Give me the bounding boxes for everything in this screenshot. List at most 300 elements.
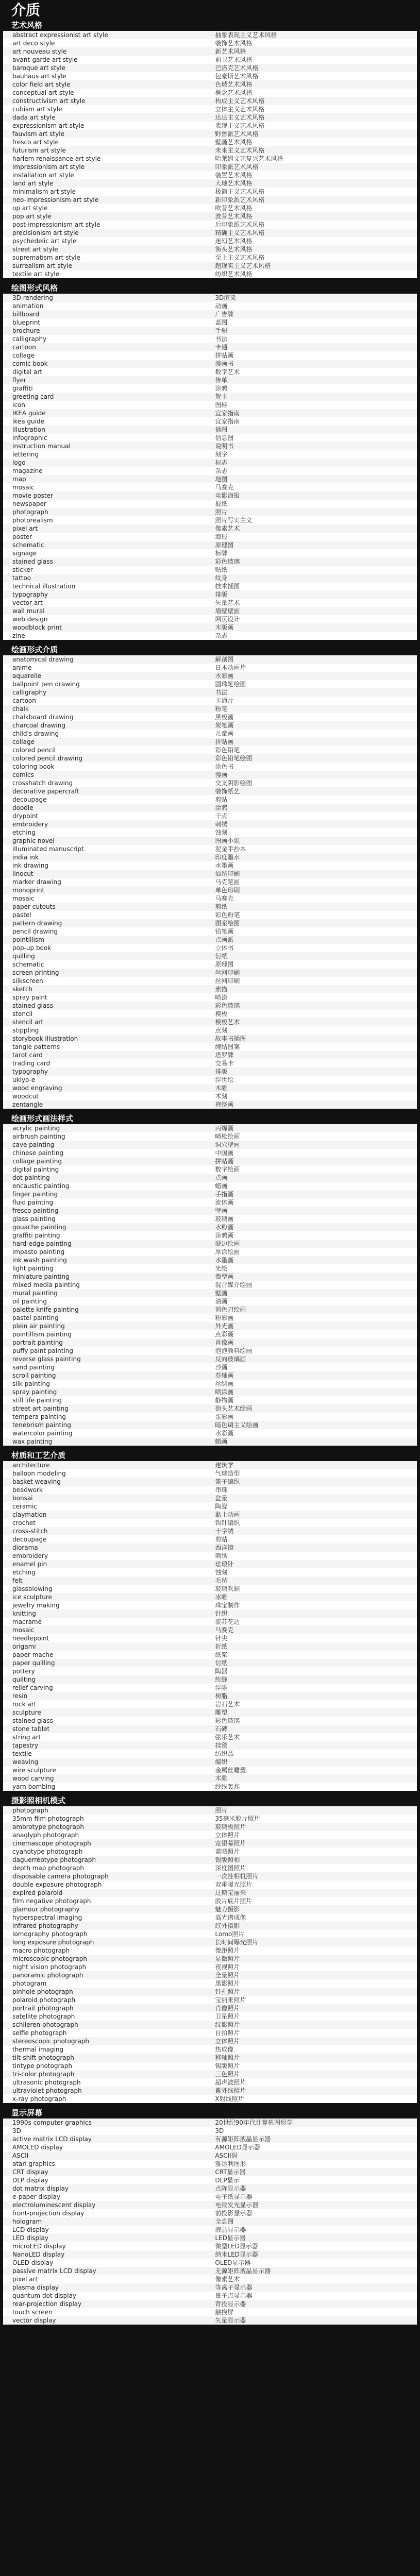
chinese-term: 蓝晒照片 [215,1848,240,1855]
chinese-term: 刺绣 [215,1552,228,1560]
table-row [3,1190,417,1198]
table-row [3,2209,417,2217]
english-term: gouache painting [12,1224,66,1231]
chinese-term: 图画小说 [215,837,240,844]
table-row [3,730,417,738]
chinese-term: 调色刀绘画 [215,1306,246,1313]
english-term: map [12,476,26,483]
english-term: op art style [12,205,48,212]
table-row [3,615,417,623]
english-term: knitting [12,1610,36,1617]
english-term: hyperspectral imaging [12,1914,82,1921]
chinese-term: 玻璃吹制 [215,1585,240,1592]
chinese-term: 树脂 [215,1692,228,1700]
chinese-term: 水粉画 [215,1224,234,1231]
english-term: screen printing [12,969,59,976]
chinese-term: 印象派艺术风格 [215,163,259,171]
table-row [3,2087,417,2095]
english-term: decoupage [12,1536,47,1543]
table-row [3,566,417,574]
chinese-term: 壁画 [215,1207,228,1214]
table-row [3,1322,417,1330]
english-term: psychedelic art style [12,238,77,245]
english-term: flyer [12,377,26,384]
chinese-term: 书法 [215,335,228,343]
table-row [3,1494,417,1502]
english-term: calligraphy [12,335,47,343]
table-row [3,1380,417,1388]
chinese-term: 涂色书 [215,763,234,770]
table-row [3,1766,417,1774]
table-row [3,171,417,179]
chinese-term: 紫外线照片 [215,2087,246,2094]
chinese-term: 编织 [215,1758,228,1766]
chinese-term: 原理图 [215,961,234,968]
english-term: tattoo [12,574,31,582]
english-term: paper cutouts [12,903,56,910]
table-row [3,738,417,746]
english-term: sticker [12,566,33,573]
table-row [3,1141,417,1149]
chinese-term: 微型画 [215,1273,234,1280]
table-row [3,2184,417,2193]
english-term: wire sculpture [12,1767,56,1774]
english-term: instruction manual [12,443,71,450]
chinese-term: 刻字 [215,451,228,458]
chinese-term: 丙烯画 [215,1125,234,1132]
section-art-styles [3,21,417,278]
english-term: anaglyph photograph [12,1832,79,1839]
chinese-term: 报纸 [215,500,228,507]
english-term: decoupage [12,796,47,803]
table-row [3,1692,417,1700]
english-term: pinhole photograph [12,1988,73,1995]
english-term: tintype photograph [12,2062,73,2070]
table-row [3,1938,417,1946]
table-row [3,1741,417,1750]
table-row [3,2004,417,2012]
english-term: light painting [12,1265,54,1272]
table-row [3,1659,417,1667]
chinese-term: 漫画 [215,771,228,778]
term-table [3,1461,417,1791]
table-row [3,1231,417,1240]
english-term: crosshatch drawing [12,779,73,787]
table-row [3,270,417,278]
english-term: ultrasonic photograph [12,2079,81,2086]
chinese-term: 丝绸画 [215,1380,234,1387]
chinese-term: Lomo照片 [215,1930,245,1938]
english-term: ceramic [12,1503,37,1510]
chinese-term: 木雕 [215,1084,228,1092]
chinese-term: 20世纪90年代计算机图形学 [215,2119,293,2126]
table-row [3,1839,417,1848]
english-term: hologram [12,2218,42,2225]
chinese-term: 广告牌 [215,311,234,318]
chinese-term: 反向玻璃画 [215,1355,246,1363]
table-row [3,632,417,640]
table-row [3,1626,417,1634]
english-term: still life painting [12,1397,62,1404]
english-term: vector art [12,599,43,606]
table-row [3,2135,417,2143]
chinese-term: 沙画 [215,1364,228,1371]
english-term: macro photograph [12,1947,70,1954]
section-header: 摄影照相机模式 [3,1796,417,1806]
english-term: sculpture [12,1709,41,1716]
section-photography [3,1796,417,2103]
chinese-term: 未来主义艺术风格 [215,147,265,154]
table-row [3,351,417,360]
chinese-term: 触摸屏 [215,2309,234,2316]
chinese-term: 纺织艺术风格 [215,270,253,278]
english-term: 3D [12,2127,21,2134]
chinese-term: 野兽派艺术风格 [215,130,259,138]
table-row [3,861,417,870]
english-term: airbrush painting [12,1133,65,1140]
chinese-term: 抽象表现主义艺术风格 [215,31,277,39]
table-row [3,1560,417,1568]
english-term: stereoscopic photograph [12,2038,90,2045]
chinese-term: 电影海报 [215,492,240,499]
section-header: 材质和工艺介质 [3,1451,417,1461]
english-term: infographic [12,434,47,442]
table-row [3,384,417,393]
english-term: woodcut [12,1093,39,1100]
english-term: minimalism art style [12,188,76,195]
english-term: street art painting [12,1405,69,1412]
chinese-term: 光绘 [215,1265,228,1272]
chinese-term: 量子点显示器 [215,2292,253,2299]
chinese-term: 水墨画 [215,1257,234,1264]
chinese-term: 黏土动画 [215,1511,240,1518]
chinese-term: 折纸 [215,1643,228,1650]
english-term: quilting [12,1676,36,1683]
table-row [3,804,417,812]
chinese-term: 卷轴画 [215,1372,234,1379]
table-row [3,524,417,533]
table-row [3,163,417,171]
english-term: tapestry [12,1742,39,1749]
table-row [3,754,417,762]
english-term: abstract expressionist art style [12,31,108,39]
table-row [3,196,417,204]
english-term: jewelry making [12,1602,60,1609]
english-term: balloon modeling [12,1470,66,1477]
english-term: IKEA guide [12,410,46,417]
chinese-term: 深度图照片 [215,1865,246,1872]
english-term: polaroid photograph [12,1996,76,2004]
chinese-term: 缠结图案 [215,1043,240,1050]
table-row [3,2029,417,2037]
english-term: long exposure photograph [12,1939,94,1946]
table-row [3,335,417,343]
table-row [3,467,417,475]
chinese-term: 点刻 [215,1027,228,1034]
table-row [3,574,417,582]
english-term: acrylic painting [12,1125,60,1132]
section-header: 艺术风格 [3,21,417,31]
chinese-term: 自拍照片 [215,2029,240,2037]
english-term: spray painting [12,1388,57,1396]
chinese-term: 卫星照片 [215,2013,240,2020]
chinese-term: 至上主义艺术风格 [215,254,265,261]
english-term: ballpoint pen drawing [12,681,80,688]
table-row [3,557,417,566]
english-term: harlem renaissance art style [12,155,101,162]
table-row [3,2012,417,2021]
table-row [3,1552,417,1560]
english-term: woodblock print [12,624,62,631]
table-row [3,2259,417,2267]
table-row [3,1913,417,1922]
chinese-term: 宜家指南 [215,418,240,425]
chinese-term: 35毫米胶片照片 [215,1815,260,1822]
chinese-term: 彩色粉笔 [215,911,240,919]
chinese-term: 波普艺术风格 [215,213,253,220]
section-painting-media [3,1114,417,1446]
chinese-term: 篮子编织 [215,1478,240,1485]
table-row [3,31,417,39]
table-row [3,1684,417,1692]
section-header: 绘图形式风格 [3,283,417,294]
table-row [3,113,417,122]
english-term: precisionism art style [12,229,79,236]
table-row [3,1856,417,1864]
table-row [3,1585,417,1593]
english-term: collage [12,738,35,745]
table-row [3,492,417,500]
table-row [3,1297,417,1306]
english-term: silk painting [12,1380,50,1387]
table-row [3,1256,417,1264]
english-term: paper mache [12,1651,54,1658]
chinese-term: 剪纸 [215,903,228,910]
english-term: ultraviolet photograph [12,2087,82,2094]
chinese-term: 油画 [215,1298,228,1305]
english-term: graphic novel [12,837,55,844]
chinese-term: 蜡画 [215,1182,228,1190]
chinese-term: 马赛克 [215,1626,234,1634]
chinese-term: 交易卡 [215,1060,234,1067]
english-term: tempera painting [12,1413,66,1420]
chinese-term: 素描 [215,986,228,993]
chinese-term: 陶瓷 [215,1503,228,1510]
chinese-term: 全息图 [215,2218,234,2225]
table-row [3,1725,417,1733]
table-row [3,1527,417,1535]
chinese-term: 锡版照片 [215,2062,240,2070]
chinese-term: 岩石艺术 [215,1701,240,1708]
table-row [3,2054,417,2062]
chinese-term: 弦乐艺术 [215,1734,240,1741]
table-row [3,39,417,47]
chinese-term: 雅达利图形 [215,2160,246,2167]
chinese-term: 泡泡颜料绘画 [215,1347,253,1354]
chinese-term: 盆景 [215,1495,228,1502]
chinese-term: 数字艺术 [215,368,240,376]
section-header: 显示屏幕 [3,2108,417,2119]
chinese-term: 前卫艺术风格 [215,56,253,63]
english-term: satellite photograph [12,2013,75,2020]
table-row [3,787,417,795]
chinese-term: 衍纸 [215,1659,228,1667]
chinese-term: 禅绕画 [215,1101,234,1108]
english-term: india ink [12,854,39,861]
chinese-term: 液晶显示器 [215,2226,246,2233]
table-row [3,2283,417,2292]
english-term: daguerreotype photograph [12,1856,96,1863]
chinese-term: 蚀刻 [215,829,228,836]
section-drawing-media [3,645,417,1109]
table-row [3,837,417,845]
english-term: spray paint [12,994,47,1001]
table-row [3,2095,417,2103]
chinese-term: 排版 [215,591,228,598]
chinese-term: 十字绣 [215,1528,234,1535]
table-row [3,1461,417,1469]
chinese-term: 故事书插图 [215,1035,246,1042]
english-term: mural painting [12,1290,58,1297]
chinese-term: 网页设计 [215,616,240,623]
english-term: e-paper display [12,2193,61,2200]
chinese-term: 马克笔画 [215,878,240,886]
chinese-term: 日本动画片 [215,664,246,671]
table-row [3,1437,417,1446]
table-row [3,944,417,952]
english-term: street art style [12,246,58,253]
english-term: infrared photography [12,1922,78,1929]
chinese-term: 单色印刷 [215,887,240,894]
english-term: macramé [12,1618,42,1625]
chinese-term: 图案绘图 [215,920,240,927]
chinese-term: 迷幻艺术风格 [215,238,253,245]
english-term: charcoal drawing [12,722,65,729]
table-row [3,1314,417,1322]
chinese-term: 排版 [215,1068,228,1075]
chinese-term: 微型LED显示器 [215,2243,258,2250]
chinese-term: 刺绣 [215,821,228,828]
chinese-term: 黑影照片 [215,1980,240,1987]
english-term: hard-edge painting [12,1240,72,1247]
chinese-term: 矢量艺术 [215,599,240,606]
english-term: lettering [12,451,39,458]
chinese-term: 杂志 [215,632,228,639]
table-row [3,1264,417,1273]
english-term: billboard [12,311,40,318]
english-term: child's drawing [12,730,59,737]
english-term: logo [12,459,26,466]
chinese-term: 纳米LED显示器 [215,2251,258,2258]
table-row [3,2201,417,2209]
table-row [3,952,417,960]
chinese-term: 外光画 [215,1323,234,1330]
chinese-term: 前投影显示器 [215,2210,253,2217]
chinese-term: 长时间曝光照片 [215,1939,259,1946]
chinese-term: 新印象派艺术风格 [215,196,265,204]
table-row [3,2292,417,2300]
english-term: cyanotype photograph [12,1848,83,1855]
table-row [3,1922,417,1930]
chinese-term: 街头艺术风格 [215,246,253,253]
table-row [3,146,417,155]
english-term: digital painting [12,1166,59,1173]
table-row [3,253,417,262]
section-header: 绘画形式介质 [3,645,417,655]
table-row [3,672,417,680]
english-term: mixed media painting [12,1281,80,1289]
table-row [3,927,417,936]
english-term: textile [12,1750,32,1757]
chinese-term: 挂毯 [215,1742,228,1749]
english-term: needlepoint [12,1635,49,1642]
english-term: 3D rendering [12,294,53,301]
chinese-term: 丝网印刷 [215,969,240,976]
table-row [3,1996,417,2004]
chinese-term: 珠宝制作 [215,1602,240,1609]
table-row [3,1157,417,1165]
english-term: schlieren photograph [12,2021,78,2028]
table-row [3,459,417,467]
table-row [3,2193,417,2201]
english-term: signage [12,550,37,557]
chinese-term: 纹影照片 [215,2021,240,2028]
chinese-term: 装饰艺术风格 [215,40,253,47]
table-row [3,1100,417,1109]
english-term: fauvism art style [12,130,64,138]
chinese-term: OLED显示器 [215,2259,251,2266]
english-term: expressionism art style [12,122,85,129]
chinese-term: 串珠 [215,1486,228,1494]
chinese-term: 木版画 [215,624,234,631]
table-row [3,599,417,607]
table-row [3,1979,417,1988]
english-term: passive matrix LCD display [12,2267,96,2275]
chinese-term: 电子纸显示器 [215,2193,253,2200]
chinese-term: CRT显示器 [215,2168,246,2176]
chinese-term: 宝丽来照片 [215,1996,246,2004]
chinese-term: 欧普艺术风格 [215,205,253,212]
table-row [3,1889,417,1897]
english-term: ice sculpture [12,1594,52,1601]
chinese-term: 蛋彩画 [215,1413,234,1420]
table-row [3,1281,417,1289]
table-row [3,1132,417,1141]
english-term: claymation [12,1511,47,1518]
chinese-term: 原理图 [215,541,234,549]
chinese-term: 立体照片 [215,1832,240,1839]
table-row [3,442,417,450]
chinese-term: 建筑学 [215,1462,234,1469]
chinese-term: 宜家指南 [215,410,240,417]
english-term: stencil [12,1010,33,1018]
english-term: active matrix LCD display [12,2136,92,2143]
table-row [3,97,417,105]
english-term: typography [12,1068,48,1075]
table-row [3,1700,417,1708]
chinese-term: 粉彩画 [215,1314,234,1321]
table-row [3,903,417,911]
chinese-term: 卡通 [215,344,228,351]
english-term: impressionism art style [12,163,85,171]
chinese-term: 拼贴画 [215,1158,234,1165]
table-row [3,1988,417,1996]
chinese-term: 肖像照片 [215,2005,240,2012]
chinese-term: 立体照片 [215,2038,240,2045]
table-row [3,1002,417,1010]
chinese-term: 彩色玻璃 [215,1717,240,1724]
english-term: origami [12,1643,36,1650]
